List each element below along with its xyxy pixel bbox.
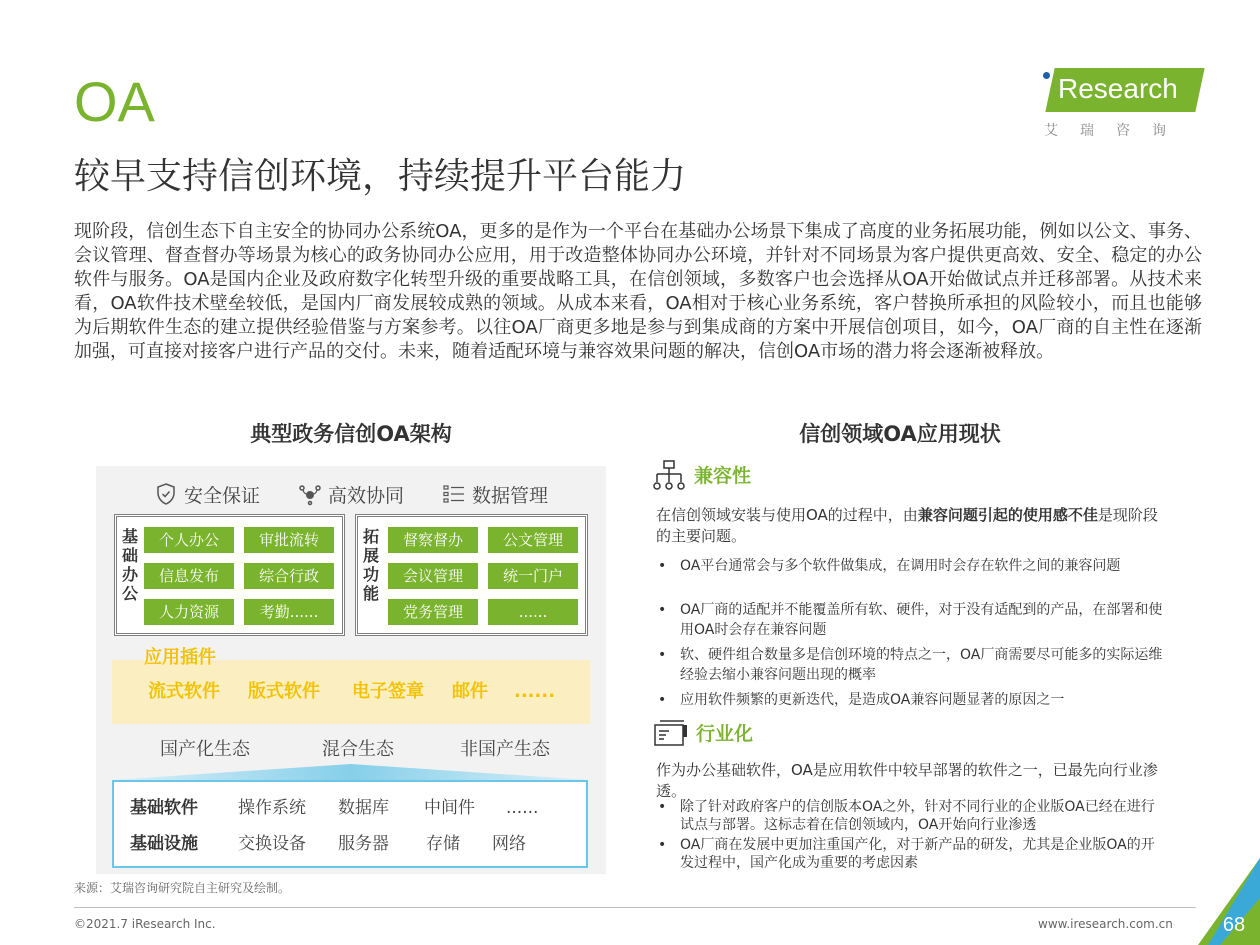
compat-paragraph: 在信创领域安装与使用OA的过程中，由兼容问题引起的使用感不佳是现阶段的主要问题。 — [656, 506, 1158, 545]
extension-item: 督察督办 — [388, 527, 478, 553]
top-capabilities — [96, 476, 606, 512]
capability-collaboration: 高效协同 — [298, 481, 404, 508]
industry-bullet: • OA厂商在发展中更加注重国产化，对于新产品的研发，尤其是企业版OA的开发过程中，国产化成为重要的考虑因素 — [656, 836, 1166, 872]
plugin-item: 版式软件 — [248, 681, 320, 702]
footer-divider — [74, 907, 1196, 908]
extension-item: 公文管理 — [488, 527, 578, 553]
base-software-label: 基础软件 — [130, 798, 198, 818]
basic-item: 人力资源 — [144, 599, 234, 625]
extension-item: ...... — [488, 599, 578, 625]
capability-security: 安全保证 — [154, 481, 260, 508]
capability-data: 数据管理 — [442, 481, 548, 508]
base-infra-item: 服务器 — [338, 834, 389, 854]
foundation-box — [112, 780, 588, 868]
extension-label: 拓展功能 — [362, 527, 379, 603]
industry-paragraph: 作为办公基础软件，OA是应用软件中较早部署的软件之一，已最先向行业渗透。 — [656, 761, 1158, 800]
eco-hybrid: 混合生态 — [322, 739, 394, 760]
industry-heading-text: 行业化 — [696, 723, 754, 745]
base-infra-label: 基础设施 — [130, 834, 198, 854]
base-infra-item: 网络 — [492, 834, 526, 854]
eco-foreign: 非国产生态 — [460, 739, 550, 760]
plugin-item: 流式软件 — [148, 681, 220, 702]
collaboration-icon — [298, 482, 322, 506]
compat-heading — [652, 460, 751, 492]
source-note: 来源：艾瑞咨询研究院自主研究及绘制。 — [74, 881, 291, 895]
plugin-title: 应用插件 — [144, 647, 216, 668]
eco-domestic: 国产化生态 — [160, 739, 250, 760]
compat-bullet: • 应用软件频繁的更新迭代，是造成OA兼容问题显著的原因之一 — [656, 690, 1166, 710]
basic-office-label: 基础办公 — [121, 527, 138, 603]
base-infra-item: 交换设备 — [238, 834, 306, 854]
plugin-item: ...... — [514, 681, 556, 702]
iresearch-logo — [1036, 64, 1202, 144]
extension-item: 党务管理 — [388, 599, 478, 625]
basic-item: 综合行政 — [244, 563, 334, 589]
list-icon — [442, 482, 466, 506]
copyright: ©2021.7 iResearch Inc. — [74, 917, 216, 931]
base-software-item: 操作系统 — [238, 798, 306, 818]
footer-url[interactable]: www.iresearch.com.cn — [1038, 917, 1173, 931]
section-label: OA — [74, 70, 155, 133]
status-title: 信创领域OA应用现状 — [799, 422, 1001, 446]
industry-heading — [654, 720, 753, 748]
page-number: 68 — [1222, 914, 1246, 936]
compat-heading-text: 兼容性 — [694, 465, 752, 487]
basic-office-box — [114, 514, 345, 636]
document-list-icon — [654, 720, 688, 748]
basic-item: 个人办公 — [144, 527, 234, 553]
plugin-item: 电子签章 — [352, 681, 424, 702]
base-infra-item: 存储 — [426, 834, 460, 854]
basic-item: 审批流转 — [244, 527, 334, 553]
base-software-item: 数据库 — [338, 798, 389, 818]
architecture-title: 典型政务信创OA架构 — [250, 422, 452, 446]
page-title: 较早支持信创环境，持续提升平台能力 — [74, 156, 687, 197]
extension-item: 统一门户 — [488, 563, 578, 589]
compat-bullet: • 软、硬件组合数量多是信创环境的特点之一，OA厂商需要尽可能多的实际运维经验去缩小兼容问题出现的概率 — [656, 645, 1166, 685]
extension-item: 会议管理 — [388, 563, 478, 589]
intro-paragraph: 现阶段，信创生态下自主安全的协同办公系统OA，更多的是作为一个平台在基础办公场景下集成了高度的业务拓展功能，例如以公文、事务、会议管理、督查督办等场景为核心的政务协同办公应用，用于改造整体协同办公环境，并针对不同场景为客户提供更高效、安全、稳定的办公软件与服务。OA是国内企业及政府数字化转型升级的重要战略工具，在信创领域，多数客户也会选择从OA开始做试点并迁移部署。从技术来看，OA软件技术壁垒较低，是国内厂商发展较成熟的领域。从成本来看，OA相对于核心业务系统，客户替换所承担的风险较小，而且也能够为后期软件生态的建立提供经验借鉴与方案参考。以往OA厂商更多地是参与到集成商的方案中开展信创项目，如今，OA厂商的自主性在逐渐加强，可直接对接客户进行产品的交付。未来，随着适配环境与兼容效果问题的解决，信创OA市场的潜力将会逐渐被释放。 — [74, 221, 1202, 362]
compat-bullet: • OA平台通常会与多个软件做集成，在调用时会存在软件之间的兼容问题 — [656, 556, 1166, 576]
basic-item: 信息发布 — [144, 563, 234, 589]
shield-check-icon — [154, 482, 178, 506]
network-tree-icon — [652, 460, 686, 492]
architecture-diagram — [96, 466, 606, 874]
logo-text: Research — [1058, 73, 1178, 104]
compat-bullet: • OA厂商的适配并不能覆盖所有软、硬件，对于没有适配到的产品，在部署和使用OA时会存在兼容问题 — [656, 600, 1166, 640]
base-software-item: 中间件 — [424, 798, 475, 818]
basic-item: 考勤...... — [244, 599, 334, 625]
eco-gradient-wedge — [112, 764, 590, 780]
logo-chinese: 艾瑞咨询 — [1044, 123, 1188, 139]
plugin-band — [112, 647, 590, 724]
industry-bullet: • 除了针对政府客户的信创版本OA之外，针对不同行业的企业版OA已经在进行试点与部署。这标志着在信创领域内，OA开始向行业渗透 — [656, 798, 1166, 834]
extension-box — [355, 514, 588, 636]
base-software-item: ...... — [506, 798, 539, 818]
plugin-item: 邮件 — [452, 681, 488, 702]
